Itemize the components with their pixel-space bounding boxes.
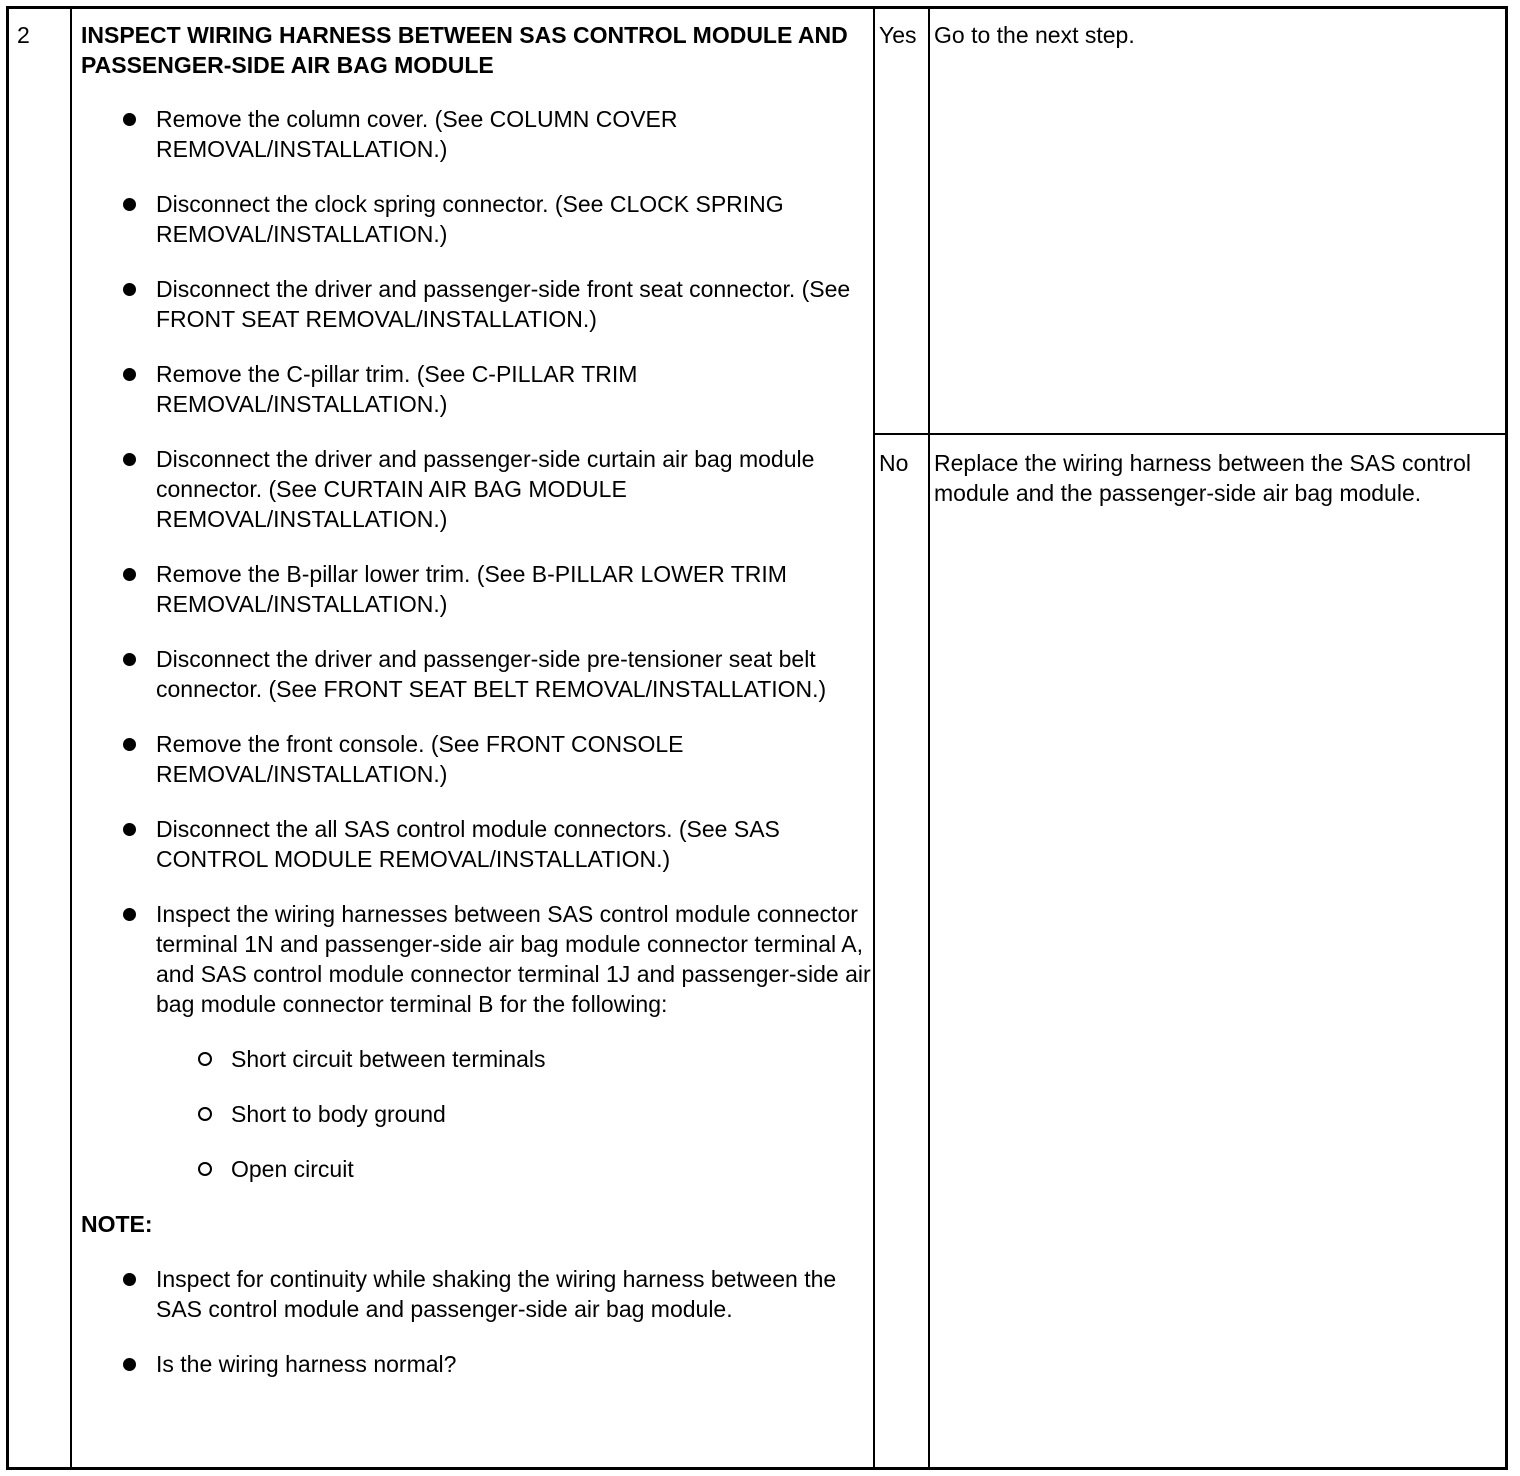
no-label: No — [879, 450, 909, 476]
question-item: Is the wiring harness normal? — [81, 1349, 871, 1379]
step-instructions — [81, 104, 871, 1404]
instruction-item: Remove the B-pillar lower trim. (See B-PILLAR LOWER TRIM REMOVAL/INSTALLATION.) — [81, 559, 871, 619]
column-divider-1 — [70, 9, 72, 1467]
instruction-item: Disconnect the driver and passenger-side front seat connector. (See FRONT SEAT REMOVAL/INSTALLATION.) — [81, 274, 871, 334]
instruction-item: Disconnect the clock spring connector. (See CLOCK SPRING REMOVAL/INSTALLATION.) — [81, 189, 871, 249]
instruction-item: Remove the front console. (See FRONT CONSOLE REMOVAL/INSTALLATION.) — [81, 729, 871, 789]
hollow-bullet-icon — [198, 1162, 212, 1176]
procedure-table — [6, 6, 1508, 1470]
bullet-icon — [123, 1358, 136, 1371]
yes-label: Yes — [879, 22, 917, 48]
bullet-icon — [123, 198, 136, 211]
note-item: Inspect for continuity while shaking the wiring harness between the SAS control module and passenger-side air bag module. — [81, 1264, 871, 1324]
step-title: INSPECT WIRING HARNESS BETWEEN SAS CONTROL MODULE AND PASSENGER-SIDE AIR BAG MODULE — [81, 22, 848, 78]
bullet-icon — [123, 653, 136, 666]
bullet-icon — [123, 1273, 136, 1286]
bullet-icon — [123, 823, 136, 836]
bullet-icon — [123, 453, 136, 466]
inspection-sub-item: Open circuit — [81, 1154, 871, 1184]
column-divider-3 — [928, 9, 930, 1467]
bullet-icon — [123, 368, 136, 381]
hollow-bullet-icon — [198, 1107, 212, 1121]
note-label: NOTE: — [81, 1211, 153, 1237]
instruction-item: Remove the column cover. (See COLUMN COVER REMOVAL/INSTALLATION.) — [81, 104, 871, 164]
bullet-icon — [123, 738, 136, 751]
instruction-item: Disconnect the driver and passenger-side curtain air bag module connector. (See CURTAIN AIR BAG MODULE REMOVAL/INSTALLATION.) — [81, 444, 871, 534]
bullet-icon — [123, 908, 136, 921]
yes-action: Go to the next step. — [934, 22, 1135, 48]
bullet-icon — [123, 113, 136, 126]
inspection-sub-item: Short circuit between terminals — [81, 1044, 871, 1074]
bullet-icon — [123, 568, 136, 581]
instruction-item: Disconnect the all SAS control module connectors. (See SAS CONTROL MODULE REMOVAL/INSTALLATION.) — [81, 814, 871, 874]
instruction-item: Remove the C-pillar trim. (See C-PILLAR TRIM REMOVAL/INSTALLATION.) — [81, 359, 871, 419]
inspection-sub-item: Short to body ground — [81, 1099, 871, 1129]
step-number: 2 — [17, 22, 30, 48]
bullet-icon — [123, 283, 136, 296]
instruction-item: Disconnect the driver and passenger-side pre-tensioner seat belt connector. (See FRONT SEAT BELT REMOVAL/INSTALLATION.) — [81, 644, 871, 704]
no-action: Replace the wiring harness between the SAS control module and the passenger-side air bag module. — [934, 450, 1471, 506]
instruction-item: Inspect the wiring harnesses between SAS control module connector terminal 1N and passenger-side air bag module connector terminal A, and SAS control module connector terminal 1J and passenger-side air bag module connector terminal B for the following: — [81, 899, 871, 1019]
row-divider-yes-no — [874, 433, 1505, 435]
column-divider-2 — [873, 9, 875, 1467]
hollow-bullet-icon — [198, 1052, 212, 1066]
